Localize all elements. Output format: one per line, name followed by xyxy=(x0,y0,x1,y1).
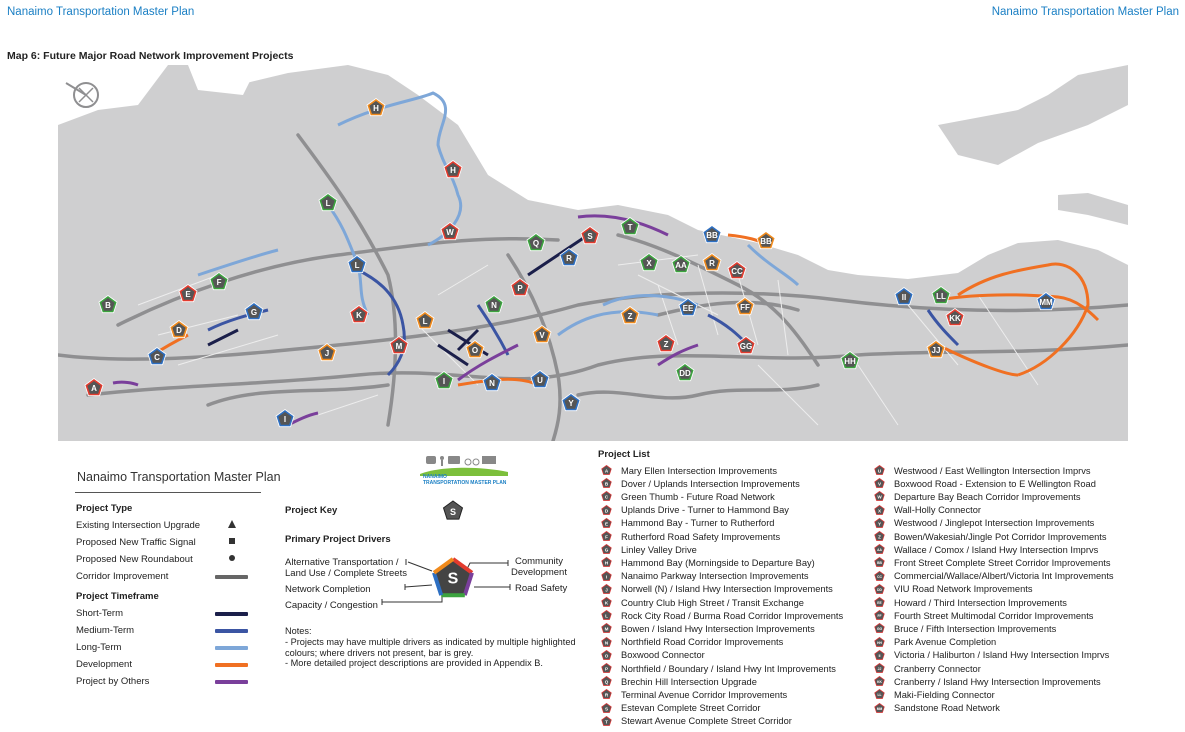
marker-label: AA xyxy=(675,261,687,270)
project-name: Boxwood Connector xyxy=(621,650,705,661)
marker-label: L xyxy=(422,317,428,326)
drivers-pentagon-icon xyxy=(434,559,472,595)
project-pentagon-icon xyxy=(601,478,612,489)
svg-text:K: K xyxy=(604,600,609,606)
project-name: Departure Bay Beach Corridor Improvements xyxy=(894,491,1081,502)
svg-text:X: X xyxy=(877,508,882,514)
project-item-l xyxy=(601,609,843,622)
project-pentagon-icon xyxy=(601,676,612,687)
marker-label: KK xyxy=(949,314,961,323)
project-name: Boxwood Road - Extension to E Wellington Road xyxy=(894,478,1096,489)
svg-text:JJ: JJ xyxy=(877,666,882,671)
svg-text:Q: Q xyxy=(604,679,609,685)
long-term-swatch xyxy=(215,646,248,650)
notes-title: Notes: xyxy=(285,626,312,636)
project-name: Hammond Bay - Turner to Rutherford xyxy=(621,518,775,529)
project-item-s xyxy=(601,702,761,715)
project-pentagon-icon xyxy=(601,623,612,634)
project-pentagon-icon xyxy=(601,518,612,529)
project-item-kk xyxy=(874,675,1101,688)
project-name: Rutherford Road Safety Improvements xyxy=(621,531,781,542)
project-pentagon-icon xyxy=(874,650,885,661)
svg-text:N: N xyxy=(604,640,609,646)
marker-label: Z xyxy=(627,312,633,321)
triangle-icon xyxy=(227,519,237,529)
notes-block xyxy=(285,626,585,669)
timeframe-short: Short-Term xyxy=(76,608,123,619)
project-item-g xyxy=(601,543,697,556)
project-pentagon-icon xyxy=(601,637,612,648)
svg-text:CC: CC xyxy=(877,574,882,579)
project-name: VIU Road Network Improvements xyxy=(894,584,1033,595)
marker-label: R xyxy=(566,254,572,263)
legend-title: Nanaimo Transportation Master Plan xyxy=(77,470,281,484)
project-key-pentagon-icon xyxy=(442,500,464,522)
marker-label: W xyxy=(446,228,454,237)
project-pentagon-icon xyxy=(601,663,612,674)
project-name: Bowen/Wakesiah/Jingle Pot Corridor Improvements xyxy=(894,531,1107,542)
project-pentagon-icon xyxy=(601,584,612,595)
marker-label: V xyxy=(539,331,545,340)
drivers-diagram xyxy=(370,553,516,609)
project-item-i xyxy=(601,570,809,583)
driver-community: Community Development xyxy=(511,556,567,578)
project-item-c xyxy=(601,490,775,503)
driver-network: Network Completion xyxy=(285,584,371,595)
project-item-p xyxy=(601,662,836,675)
marker-label: J xyxy=(324,349,330,358)
marker-label: S xyxy=(587,232,593,241)
marker-label: X xyxy=(646,259,652,268)
header-right-title: Nanaimo Transportation Master Plan xyxy=(991,6,1179,18)
project-item-w xyxy=(874,490,1081,503)
note-1: - Projects may have multiple drivers as indicated by multiple highlighted colours; where drivers not present, bar is grey. xyxy=(285,636,576,658)
project-type-intersection: Existing Intersection Upgrade xyxy=(76,520,201,531)
project-type-corridor: Corridor Improvement xyxy=(76,571,169,582)
project-item-aa xyxy=(874,543,1098,556)
marker-label: BB xyxy=(706,231,718,240)
project-item-t xyxy=(601,715,792,728)
svg-text:BB: BB xyxy=(877,561,882,566)
tmp-logo xyxy=(420,452,508,492)
project-name: Green Thumb - Future Road Network xyxy=(621,491,775,502)
dot-icon xyxy=(228,554,236,562)
project-item-j xyxy=(601,583,833,596)
marker-label: FF xyxy=(740,303,750,312)
project-list-title: Project List xyxy=(598,449,650,460)
project-pentagon-icon xyxy=(874,676,885,687)
svg-text:S: S xyxy=(604,706,609,712)
project-pentagon-icon xyxy=(874,491,885,502)
svg-text:H: H xyxy=(604,560,609,566)
project-name: Wall-Holly Connector xyxy=(894,505,981,516)
timeframe-long: Long-Term xyxy=(76,642,122,653)
project-pentagon-icon xyxy=(874,663,885,674)
project-name: Terminal Avenue Corridor Improvements xyxy=(621,689,788,700)
marker-label: N xyxy=(489,379,495,388)
svg-text:A: A xyxy=(604,468,609,474)
driver-alt-transport: Alternative Transportation / Land Use / Complete Streets xyxy=(285,557,407,579)
marker-label: F xyxy=(216,278,222,287)
marker-label: O xyxy=(471,346,479,355)
marker-label: DD xyxy=(679,369,691,378)
development-swatch xyxy=(215,663,248,667)
project-pentagon-icon xyxy=(874,571,885,582)
project-name: Westwood / Jinglepot Intersection Improvements xyxy=(894,518,1095,529)
project-name: Maki-Fielding Connector xyxy=(894,689,995,700)
marker-label: I xyxy=(442,377,446,386)
svg-text:E: E xyxy=(604,521,609,527)
project-name: Stewart Avenue Complete Street Corridor xyxy=(621,716,792,727)
marker-label: HH xyxy=(844,357,856,366)
map-title: Map 6: Future Major Road Network Improvement Projects xyxy=(7,50,294,62)
timeframe-medium: Medium-Term xyxy=(76,625,135,636)
svg-text:C: C xyxy=(604,494,609,500)
timeframe-heading: Project Timeframe xyxy=(76,591,159,602)
timeframe-development: Development xyxy=(76,659,132,670)
project-item-ee xyxy=(874,596,1067,609)
marker-label: T xyxy=(627,223,633,232)
project-name: Nanaimo Parkway Intersection Improvements xyxy=(621,571,809,582)
svg-text:I: I xyxy=(605,574,608,580)
project-item-z xyxy=(874,530,1107,543)
marker-label: M xyxy=(395,342,403,351)
marker-label: Z xyxy=(663,340,669,349)
marker-label: B xyxy=(105,301,111,310)
project-name: Country Club High Street / Transit Exchange xyxy=(621,597,804,608)
note-2: - More detailed project descriptions are provided in Appendix B. xyxy=(285,658,543,669)
svg-text:GG: GG xyxy=(876,627,883,632)
svg-text:U: U xyxy=(877,468,882,474)
project-item-k xyxy=(601,596,804,609)
svg-text:S: S xyxy=(447,570,459,588)
marker-label: P xyxy=(517,284,523,293)
project-pentagon-icon xyxy=(601,531,612,542)
driver-capacity: Capacity / Congestion xyxy=(285,600,378,611)
project-pentagon-icon xyxy=(874,518,885,529)
medium-term-swatch xyxy=(215,629,248,633)
project-item-d xyxy=(601,504,789,517)
marker-label: JJ xyxy=(931,346,941,355)
svg-text:AA: AA xyxy=(877,548,882,553)
svg-text:J: J xyxy=(605,587,608,593)
project-name: Bowen / Island Hwy Intersection Improvements xyxy=(621,623,815,634)
project-item-u xyxy=(874,464,1091,477)
project-pentagon-icon xyxy=(601,557,612,568)
project-pentagon-icon xyxy=(874,623,885,634)
svg-text:DD: DD xyxy=(877,587,882,592)
marker-label: EE xyxy=(682,304,694,313)
svg-text:W: W xyxy=(877,494,882,500)
project-item-a xyxy=(601,464,777,477)
project-name: Bruce / Fifth Intersection Improvements xyxy=(894,623,1057,634)
project-item-e xyxy=(601,517,774,530)
project-item-bb xyxy=(874,556,1111,569)
drivers-heading: Primary Project Drivers xyxy=(285,534,391,545)
project-item-n xyxy=(601,636,783,649)
project-item-y xyxy=(874,517,1094,530)
project-pentagon-icon xyxy=(874,610,885,621)
project-pentagon-icon xyxy=(601,716,612,727)
svg-text:Z: Z xyxy=(878,534,881,540)
project-item-m xyxy=(601,622,815,635)
marker-label: L xyxy=(325,199,331,208)
project-item-dd xyxy=(874,583,1032,596)
project-name: Estevan Complete Street Corridor xyxy=(621,703,761,714)
project-type-roundabout: Proposed New Roundabout xyxy=(76,554,193,565)
short-term-swatch xyxy=(215,612,248,616)
project-item-jj xyxy=(874,662,981,675)
svg-text:F: F xyxy=(605,534,608,540)
marker-label: II xyxy=(901,293,907,302)
marker-label: A xyxy=(91,384,97,393)
marker-label: BB xyxy=(760,237,772,246)
marker-label: H xyxy=(450,166,456,175)
project-name: Dover / Uplands Intersection Improvements xyxy=(621,478,800,489)
project-pentagon-icon xyxy=(601,703,612,714)
svg-text:O: O xyxy=(604,653,609,659)
marker-label: R xyxy=(709,259,715,268)
project-item-cc xyxy=(874,570,1114,583)
logo-text: NANAIMO TRANSPORTATION MASTER PLAN xyxy=(423,474,507,486)
project-pentagon-icon xyxy=(601,505,612,516)
svg-text:P: P xyxy=(604,666,609,672)
project-pentagon-icon xyxy=(874,689,885,700)
project-pentagon-icon xyxy=(874,557,885,568)
project-pentagon-icon xyxy=(601,491,612,502)
project-pentagon-icon xyxy=(601,544,612,555)
by-others-swatch xyxy=(215,680,248,684)
project-item-hh xyxy=(874,636,996,649)
marker-label: D xyxy=(176,326,182,335)
svg-text:KK: KK xyxy=(877,680,882,685)
project-item-x xyxy=(874,504,981,517)
marker-label: N xyxy=(491,301,497,310)
project-pentagon-icon xyxy=(874,703,885,714)
project-name: Sandstone Road Network xyxy=(894,703,1000,714)
project-pentagon-icon xyxy=(601,610,612,621)
project-item-b xyxy=(601,477,800,490)
project-name: Victoria / Haliburton / Island Hwy Intersection Imprvs xyxy=(894,650,1110,661)
project-name: Rock City Road / Burma Road Corridor Improvements xyxy=(621,610,844,621)
project-name: Norwell (N) / Island Hwy Intersection Improvements xyxy=(621,584,833,595)
project-pentagon-icon xyxy=(874,465,885,476)
svg-text:T: T xyxy=(605,719,608,725)
project-name: Northfield / Boundary / Island Hwy Int Improvements xyxy=(621,663,836,674)
project-name: Front Street Complete Street Corridor Improvements xyxy=(894,557,1111,568)
svg-text:FF: FF xyxy=(877,614,882,619)
project-item-q xyxy=(601,675,757,688)
project-name: Hammond Bay (Morningside to Departure Bay) xyxy=(621,557,815,568)
marker-label: Q xyxy=(532,239,540,248)
project-item-ll xyxy=(874,688,995,701)
project-pentagon-icon xyxy=(874,637,885,648)
project-item-ff xyxy=(874,609,1093,622)
svg-text:Y: Y xyxy=(877,521,882,527)
timeframe-by-others: Project by Others xyxy=(76,676,150,687)
marker-label: K xyxy=(356,311,362,320)
project-item-gg xyxy=(874,622,1056,635)
project-name: Linley Valley Drive xyxy=(621,544,697,555)
marker-label: U xyxy=(537,376,543,385)
project-pentagon-icon xyxy=(874,478,885,489)
marker-label: H xyxy=(373,104,379,113)
marker-label: Y xyxy=(568,399,574,408)
project-name: Mary Ellen Intersection Improvements xyxy=(621,465,778,476)
project-name: Wallace / Comox / Island Hwy Intersection Imprvs xyxy=(894,544,1099,555)
project-name: Cranberry / Island Hwy Intersection Improvements xyxy=(894,676,1101,687)
project-pentagon-icon xyxy=(601,689,612,700)
project-item-r xyxy=(601,688,787,701)
project-pentagon-icon xyxy=(874,531,885,542)
svg-text:D: D xyxy=(604,508,609,514)
project-pentagon-icon xyxy=(874,584,885,595)
header-left-title: Nanaimo Transportation Master Plan xyxy=(7,6,195,18)
svg-text:II: II xyxy=(878,653,881,658)
marker-label: E xyxy=(185,290,191,299)
driver-safety: Road Safety xyxy=(515,583,568,594)
project-pentagon-icon xyxy=(874,505,885,516)
road-network-map[interactable] xyxy=(58,65,1128,441)
svg-text:R: R xyxy=(604,692,609,698)
square-icon xyxy=(228,537,236,545)
project-pentagon-icon xyxy=(874,544,885,555)
marker-label: C xyxy=(154,353,160,362)
svg-text:M: M xyxy=(604,626,609,632)
project-item-f xyxy=(601,530,780,543)
project-key-sample: S xyxy=(449,507,457,517)
project-name: Cranberry Connector xyxy=(894,663,981,674)
svg-text:EE: EE xyxy=(877,600,882,605)
svg-text:MM: MM xyxy=(876,706,883,711)
marker-label: G xyxy=(250,308,258,317)
project-type-heading: Project Type xyxy=(76,503,133,514)
corridor-line-swatch xyxy=(215,575,248,579)
legend-divider xyxy=(75,492,261,493)
project-name: Northfield Road Corridor Improvements xyxy=(621,637,784,648)
marker-label: MM xyxy=(1039,298,1053,307)
svg-text:G: G xyxy=(604,547,609,553)
svg-text:B: B xyxy=(604,481,609,487)
project-item-mm xyxy=(874,702,1000,715)
project-name: Park Avenue Completion xyxy=(894,637,997,648)
project-name: Howard / Third Intersection Improvements xyxy=(894,597,1067,608)
svg-text:LL: LL xyxy=(877,693,882,698)
project-name: Commercial/Wallace/Albert/Victoria Int Improvements xyxy=(894,571,1114,582)
project-pentagon-icon xyxy=(601,571,612,582)
marker-label: GG xyxy=(739,342,753,351)
marker-label: I xyxy=(283,415,287,424)
marker-label: LL xyxy=(936,292,946,301)
svg-text:V: V xyxy=(877,481,882,487)
project-pentagon-icon xyxy=(601,650,612,661)
project-item-ii xyxy=(874,649,1109,662)
svg-text:L: L xyxy=(605,613,608,619)
project-item-o xyxy=(601,649,705,662)
project-item-h xyxy=(601,556,815,569)
project-name: Brechin Hill Intersection Upgrade xyxy=(621,676,757,687)
project-item-v xyxy=(874,477,1096,490)
project-pentagon-icon xyxy=(601,597,612,608)
project-pentagon-icon xyxy=(601,465,612,476)
project-name: Fourth Street Multimodal Corridor Improvements xyxy=(894,610,1094,621)
project-pentagon-icon xyxy=(874,597,885,608)
marker-label: L xyxy=(354,261,360,270)
svg-text:HH: HH xyxy=(877,640,882,645)
project-type-signal: Proposed New Traffic Signal xyxy=(76,537,196,548)
project-name: Westwood / East Wellington Intersection Imprvs xyxy=(894,465,1091,476)
project-key-heading: Project Key xyxy=(285,505,338,516)
project-name: Uplands Drive - Turner to Hammond Bay xyxy=(621,505,789,516)
marker-label: CC xyxy=(731,267,743,276)
